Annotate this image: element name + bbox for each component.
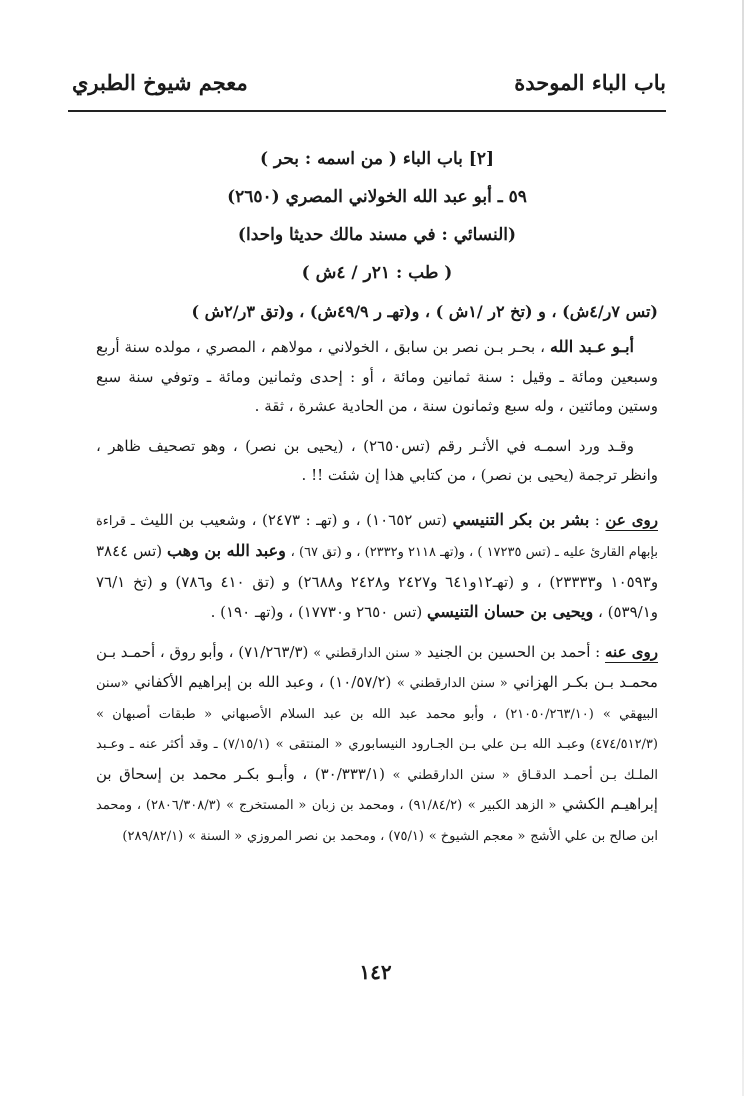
narrated-by-label: روى عنه [605, 642, 658, 661]
student-5: (٤٧٤/٥١٢/٣) وعبـد الله بـن علي بـن الجـارود النيسابوري [348, 737, 658, 752]
note-text: وقـد ورد اسمـه في الأثـر رقم (تس٢٦٥٠) ، (يحيى بن نصر) ، وهو تصحيف ظاهر ، وانظر ترجمة (يحيى بن نصر) ، من كتابي هذا إن شئت !! . [96, 436, 658, 484]
biography-paragraph [96, 332, 658, 422]
narrator-name-1: بشر بن بكر التنيسي [452, 509, 590, 529]
entry-body [96, 140, 658, 851]
narrator-name-3: ويحيى بن حسان التنيسي [427, 602, 594, 621]
nasai-note: (النسائي : في مسند مالك حديثا واحدا) [237, 225, 517, 245]
student-9: (٢٨٠٦/٣٠٨/٣) ، ومحمد ابن صالح بن علي الأشج [96, 798, 658, 844]
student-3: (١٠/٥٧/٢) ، وعبد الله بن إبراهيم الأكفاني [134, 673, 392, 691]
narrator-refs-2: (تس ٣٨٤٤ و١٠٥٩٣ و٢٣٣٣٣) ، و (تهـ١٢و٦٤١ و٢٤٢٧ و٢٤٢٨ و٢٦٨٨) و (تق ٤١٠ و٧٨٦) و (تخ ٧٦/١ و٥٣٩/١) ، [96, 542, 659, 621]
entry-title: ٥٩ ـ أبو عبد الله الخولاني المصري (٢٦٥٠) [227, 187, 527, 207]
source-8: « المستخرج » [226, 798, 307, 813]
narrated-from-label: روى عن [605, 510, 658, 529]
bio-text: ، بحـر بـن نصر بن سابق ، الخولاني ، مولاهم ، المصري ، مولده سنة أربع وسبعين ومائة ـ وقيل : سنة ثمانين ومائة ، أو : إحدى وثمانين ومائة ـ وتوفي سنة سبع وستين ومائتين ، وله سبع وثمانون سنة ، من الحادية عشرة ، ثقة . [96, 338, 658, 415]
narrator-refs-1: (تس ١٠٦٥٢) ، و (تهـ : ٢٤٧٣) ، وشعيب بن الليث [140, 510, 448, 529]
student-7: (٣٠/٣٣٣/١) ، وأبـو بكـر محمد بن إسحاق بن إبراهيـم الكشي [96, 764, 658, 813]
student-1: أحمد بن الحسين بن الجنيد [426, 642, 591, 661]
source-refs: (تس ٧ر/٤ش) ، و (تخ ٢ر /١ش ) ، و(تهـ ر ٤٩/٩ش) ، و(تق ٣ر/٢ش ) [191, 302, 658, 321]
source-6: « سنن الدارقطني » [392, 767, 510, 783]
section-heading: [٢] باب الباء ( من اسمه : بحر ) [259, 149, 495, 169]
source-7: « الزهد الكبير » [467, 798, 557, 813]
page-number: ١٤٢ [359, 960, 392, 984]
student-2: (٧١/٢٦٣/٣) ، وأبو روق ، أحمـد بـن محمـد بـن بكـر الهزاني [96, 642, 658, 691]
bio-name: أبـو عـبد الله [549, 337, 634, 356]
student-4: (٢١٠٥٠/٢٦٣/١٠) ، وأبو محمد عبد الله بن عبد السلام الأصبهاني [221, 706, 594, 722]
source-2: « سنن الدارقطني » [396, 676, 508, 691]
source-5: « المنتقى » [275, 737, 343, 752]
source-3: «سنن البيهقي » [96, 676, 658, 722]
source-10: « السنة » [188, 828, 243, 844]
narrated-from-paragraph: روى عن : بشر بن بكر التنيسي (تس ١٠٦٥٢) ، و (تهـ : ٢٤٧٣) ، وشعيب بن الليث ـ قراءة بإبهام القارئ عليه ـ (تس ١٧٢٣٥ ) ، و(تهـ ٢١١٨ و٢٣٣٢) ، و (تق ٦٧) ، وعبد الله بن وهب (تس ٣٨٤٤ و١٠٥٩٣ و٢٣٣٣٣) ، و (تهـ١٢و٦٤١ و٢٤٢٧ و٢٤٢٨ و٢٦٨٨) و (تق ٤١٠ و٧٨٦) و (تخ ٧٦/١ و٥٣٩/١) ، ويحيى بن حسان التنيسي (تس ٢٦٥٠ و١٧٧٣٠) ، و(تهـ ١٩٠) . [96, 509, 659, 621]
running-header [68, 58, 666, 114]
reading-note: ـ قراءة بإبهام القارئ عليه ـ (تس ١٧٢٣٥ ) ، و(تهـ ٢١١٨ و٢٣٣٢) ، و (تق ٦٧) ، [96, 513, 658, 560]
narrator-name-2: وعبد الله بن وهب [166, 541, 286, 560]
student-8: (٩١/٨٤/٢) ، ومحمد بن زبان [311, 798, 463, 813]
chapter-title: باب الباء الموحدة [514, 70, 666, 95]
source-9: « معجم الشيوخ » [428, 828, 526, 844]
narrated-by-paragraph: روى عنه : أحمد بن الحسين بن الجنيد « سنن الدارقطني » (٧١/٢٦٣/٣) ، وأبو روق ، أحمـد بـن محمـد بـن بكـر الهزاني « سنن الدارقطني » (١٠/٥٧/٢) ، وعبد الله بن إبراهيم الأكفاني «سنن البيهقي » (٢١٠٥٠/٢٦٣/١٠) ، وأبو محمد عبد الله بن عبد السلام الأصبهاني « طبقات أصبهان » (٤٧٤/٥١٢/٣) وعبـد الله بـن علي بـن الجـارود النيسابوري « المنتقى » (٧/١٥/١) ـ وقد أكثر عنه ـ وعـبد الملـك بـن أحمـد الدقـاق « سنن الدارقطني » (٣٠/٣٣٣/١) ، وأبـو بكـر محمد بن إسحاق بن إبراهيـم الكشي « الزهد الكبير » (٩١/٨٤/٢) ، ومحمد بن زبان « المستخرج » (٢٨٠٦/٣٠٨/٣) ، ومحمد ابن صالح بن علي الأشج « معجم الشيوخ » (٧٥/١) ، ومحمد بن نصر المروزي « السنة » (٢٨٩/٨٢/١) [96, 642, 658, 844]
source-4: « طبقات أصبهان » [96, 706, 213, 722]
student-6: (٧/١٥/١) ـ وقد أكثر عنه ـ وعـبد الملـك بـن أحمـد الدقـاق [96, 737, 658, 783]
page-edge-shadow [742, 0, 744, 1096]
tabari-refs: ( طب : ٢١ر / ٤ش ) [301, 263, 453, 283]
source-1: « سنن الدارقطني » [313, 645, 423, 661]
student-10: (٧٥/١) ، ومحمد بن نصر المروزي [247, 828, 424, 844]
student-11: (٢٨٩/٨٢/١) [122, 828, 184, 844]
header-rule [68, 110, 666, 112]
narrator-refs-3: (تس ٢٦٥٠ و١٧٧٣٠) ، و(تهـ ١٩٠) . [210, 603, 423, 621]
book-title: معجم شيوخ الطبري [72, 70, 248, 95]
note-paragraph [96, 432, 658, 491]
